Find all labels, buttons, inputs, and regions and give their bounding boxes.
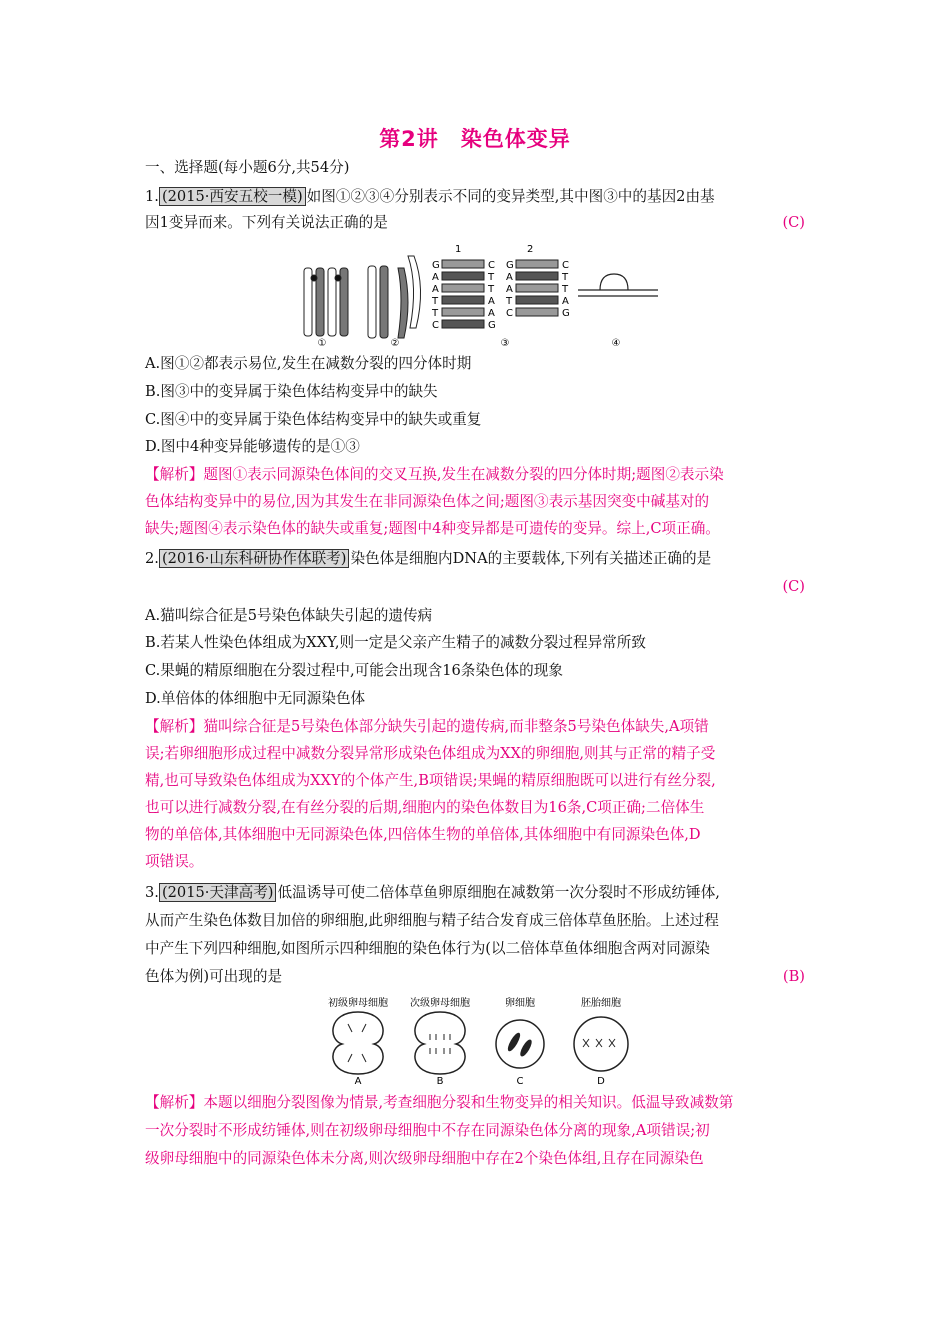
q2-stem <box>145 549 805 569</box>
q2-source-tag: (2016·山东科研协作体联考) <box>159 549 350 568</box>
q2-explanation-1: 【解析】猫叫综合征是5号染色体部分缺失引起的遗传病,而非整条5号染色体缺失,A项错 <box>145 718 709 735</box>
page-title: 第2讲 染色体变异 <box>379 127 571 151</box>
figure-2-chromosomes <box>368 256 421 338</box>
q3-explanation-1: 【解析】本题以细胞分裂图像为情景,考查细胞分裂和生物变异的相关知识。低温导致减数第 <box>145 1094 734 1111</box>
figure-label-2: ② <box>390 338 400 348</box>
gene1-base-pair-3 <box>442 296 484 304</box>
q3-stem-line-1 <box>145 883 805 903</box>
q3-stem-line-3: 中产生下列四种细胞,如图所示四种细胞的染色体行为(以二倍体草鱼体细胞含两对同源染 <box>145 940 710 957</box>
cell-title-a: 初级卵母细胞 <box>328 998 388 1009</box>
gene2-base-pair-1 <box>516 272 558 280</box>
gene2-left-base-0: G <box>506 260 514 271</box>
q2-explanation-6: 项错误。 <box>145 853 204 870</box>
gene1-right-base-2: T <box>488 284 495 295</box>
q1-answer: (C) <box>782 214 805 231</box>
gene1-left-base-4: T <box>432 308 439 319</box>
q1-option-a: A.图①②都表示易位,发生在减数分裂的四分体时期 <box>145 355 472 372</box>
gene1-right-base-4: A <box>488 308 495 319</box>
q1-option-d: D.图中4种变异能够遗传的是①③ <box>145 438 360 455</box>
gene2-base-pair-3 <box>516 296 558 304</box>
gene2-left-base-3: T <box>506 296 513 307</box>
cell-title-d: 胚胎细胞 <box>581 998 621 1009</box>
cell-letter-a: A <box>354 1076 362 1086</box>
q1-stem-line-2 <box>145 213 805 233</box>
gene1-base-pair-5 <box>442 320 484 328</box>
q3-source-tag: (2015·天津高考) <box>159 883 277 902</box>
figure-3-dna <box>431 244 570 331</box>
cell-b-drawing <box>415 1012 465 1074</box>
gene-label-1: 1 <box>455 244 462 255</box>
q3-explanation-2: 一次分裂时不形成纺锤体,则在初级卵母细胞中不存在同源染色体分离的现象,A项错误;初 <box>145 1122 710 1139</box>
gene1-right-base-1: T <box>488 272 495 283</box>
gene1-base-pair-0 <box>442 260 484 268</box>
q1-explanation-1: 【解析】题图①表示同源染色体间的交叉互换,发生在减数分裂的四分体时期;题图②表示染 <box>145 466 724 483</box>
cell-c-drawing <box>496 1020 544 1068</box>
q1-explanation-2: 色体结构变异中的易位,因为其发生在非同源染色体之间;题图③表示基因突变中碱基对的 <box>145 493 710 510</box>
q2-answer: (C) <box>782 578 805 595</box>
q3-stem-line-4 <box>145 967 805 987</box>
gene2-base-pair-0 <box>516 260 558 268</box>
gene2-right-base-4: G <box>562 308 570 319</box>
cell-a-drawing <box>333 1012 383 1074</box>
q2-option-c: C.果蝇的精原细胞在分裂过程中,可能会出现含16条染色体的现象 <box>145 662 563 679</box>
q1-option-b: B.图③中的变异属于染色体结构变异中的缺失 <box>145 383 438 400</box>
gene-label-2: 2 <box>527 244 534 255</box>
gene2-right-base-2: T <box>562 284 569 295</box>
q3-cell-figure <box>318 994 638 1086</box>
cell-title-b: 次级卵母细胞 <box>410 998 470 1009</box>
q3-stem-line-2: 从而产生染色体数目加倍的卵细胞,此卵细胞与精子结合发育成三倍体草鱼胚胎。上述过程 <box>145 912 719 929</box>
q1-stem-line-1 <box>145 187 805 207</box>
cell-letter-b: B <box>436 1076 444 1086</box>
q2-explanation-2: 误;若卵细胞形成过程中减数分裂异常形成染色体组成为XX的卵细胞,则其与正常的精子受 <box>145 745 716 762</box>
q2-explanation-4: 也可以进行减数分裂,在有丝分裂的后期,细胞内的染色体数目为16条,C项正确;二倍体生 <box>145 799 705 816</box>
gene2-left-base-4: C <box>506 308 513 319</box>
gene1-base-pair-4 <box>442 308 484 316</box>
q1-stem-text-1: 如图①②③④分别表示不同的变异类型,其中图③中的基因2由基 <box>306 188 715 205</box>
q2-explanation-3: 精,也可导致染色体组成为XXY的个体产生,B项错误;果蝇的精原细胞既可以进行有丝分裂, <box>145 772 716 789</box>
gene1-left-base-1: A <box>432 272 439 283</box>
gene1-left-base-0: G <box>432 260 440 271</box>
q2-stem-text: 染色体是细胞内DNA的主要载体,下列有关描述正确的是 <box>350 550 712 567</box>
section-heading: 一、选择题(每小题6分,共54分) <box>145 159 350 176</box>
gene1-left-base-2: A <box>432 284 439 295</box>
q3-stem-text-1: 低温诱导可使二倍体草鱼卵原细胞在减数第一次分裂时不形成纺锤体, <box>277 884 720 901</box>
gene1-base-pair-1 <box>442 272 484 280</box>
figure-label-3: ③ <box>500 338 510 348</box>
q1-number: 1. <box>145 188 159 205</box>
figure-1-chromosomes <box>304 268 348 336</box>
gene2-left-base-1: A <box>506 272 513 283</box>
gene1-right-base-5: G <box>488 320 496 331</box>
figure-label-1: ① <box>317 338 327 348</box>
q2-number: 2. <box>145 550 159 567</box>
gene2-base-pair-2 <box>516 284 558 292</box>
q1-source-tag: (2015·西安五校一模) <box>159 187 306 206</box>
gene2-right-base-1: T <box>562 272 569 283</box>
q2-option-b: B.若某人性染色体组成为XXY,则一定是父亲产生精子的减数分裂过程异常所致 <box>145 634 646 651</box>
cell-letter-c: C <box>516 1076 524 1086</box>
gene2-right-base-3: A <box>562 296 569 307</box>
gene1-right-base-0: C <box>488 260 495 271</box>
q1-variation-figure <box>300 238 660 348</box>
gene2-right-base-0: C <box>562 260 569 271</box>
cell-title-c: 卵细胞 <box>505 998 535 1009</box>
q3-explanation-3: 级卵母细胞中的同源染色体未分离,则次级卵母细胞中存在2个染色体组,且存在同源染色 <box>145 1150 704 1167</box>
q3-stem-text-4: 色体为例)可出现的是 <box>145 968 283 985</box>
gene1-left-base-3: T <box>432 296 439 307</box>
gene2-base-pair-4 <box>516 308 558 316</box>
gene1-right-base-3: A <box>488 296 495 307</box>
cell-d-drawing <box>574 1017 628 1071</box>
q3-answer: (B) <box>782 968 805 985</box>
cell-letter-d: D <box>597 1076 605 1086</box>
q1-stem-text-2: 因1变异而来。下列有关说法正确的是 <box>145 214 388 231</box>
gene1-left-base-5: C <box>432 320 439 331</box>
figure-4-loop <box>578 274 658 296</box>
q3-number: 3. <box>145 884 159 901</box>
gene1-base-pair-2 <box>442 284 484 292</box>
q2-option-d: D.单倍体的体细胞中无同源染色体 <box>145 690 366 707</box>
q2-explanation-5: 物的单倍体,其体细胞中无同源染色体,四倍体生物的单倍体,其体细胞中有同源染色体,D <box>145 826 701 843</box>
q2-option-a: A.猫叫综合征是5号染色体缺失引起的遗传病 <box>145 607 433 624</box>
q1-option-c: C.图④中的变异属于染色体结构变异中的缺失或重复 <box>145 411 482 428</box>
gene2-left-base-2: A <box>506 284 513 295</box>
figure-label-4: ④ <box>611 338 621 348</box>
q1-explanation-3: 缺失;题图④表示染色体的缺失或重复;题图中4种变异都是可遗传的变异。综上,C项正确。 <box>145 520 720 537</box>
